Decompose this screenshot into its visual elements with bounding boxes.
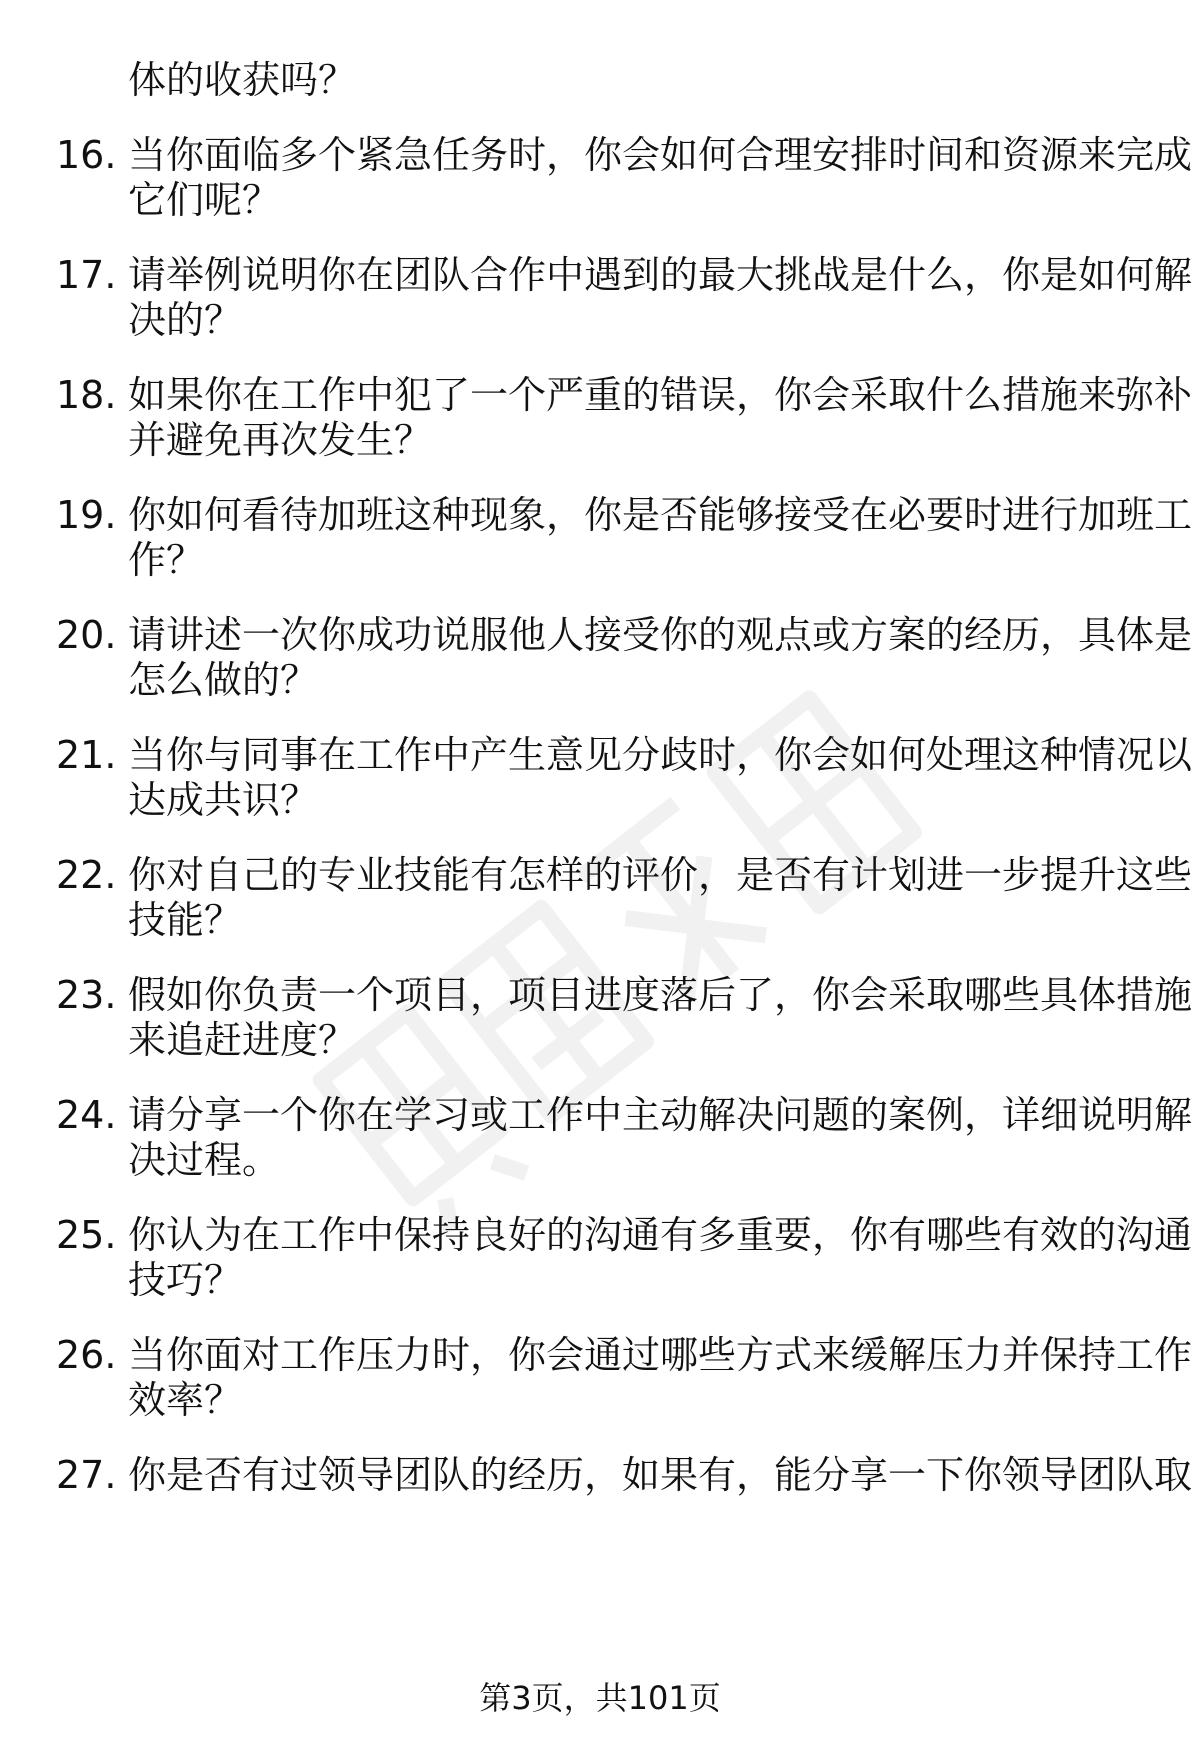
question-20-continued <box>0 658 1200 702</box>
question-17-continued <box>0 298 1200 342</box>
question-number: 20. <box>56 613 117 657</box>
question-21 <box>0 733 1200 777</box>
question-text: 达成共识？ <box>128 778 319 822</box>
question-18 <box>0 373 1200 417</box>
question-number: 18. <box>56 373 117 417</box>
question-27 <box>0 1453 1200 1497</box>
question-26-continued <box>0 1378 1200 1422</box>
question-text: 请分享一个你在学习或工作中主动解决问题的案例，详细说明解 <box>128 1093 1193 1137</box>
question-text: 你对自己的专业技能有怎样的评价，是否有计划进一步提升这些 <box>128 853 1193 897</box>
question-text: 决的？ <box>128 298 243 342</box>
question-25 <box>0 1213 1200 1257</box>
question-number: 24. <box>56 1093 117 1137</box>
question-number: 27. <box>56 1453 117 1497</box>
question-text: 请举例说明你在团队合作中遇到的最大挑战是什么，你是如何解 <box>128 253 1193 297</box>
question-text: 技巧？ <box>128 1258 243 1302</box>
question-19-continued <box>0 538 1200 582</box>
question-24-continued <box>0 1138 1200 1182</box>
question-16-continued <box>0 178 1200 222</box>
question-number: 22. <box>56 853 117 897</box>
continuation-line <box>0 58 1200 102</box>
question-text: 当你面临多个紧急任务时，你会如何合理安排时间和资源来完成 <box>128 133 1193 177</box>
question-text: 来追赶进度？ <box>128 1018 357 1062</box>
question-24 <box>0 1093 1200 1137</box>
question-text: 作？ <box>128 538 205 582</box>
question-number: 21. <box>56 733 117 777</box>
question-number: 25. <box>56 1213 117 1257</box>
question-21-continued <box>0 778 1200 822</box>
question-23 <box>0 973 1200 1017</box>
question-text: 技能？ <box>128 898 243 942</box>
question-text: 你认为在工作中保持良好的沟通有多重要，你有哪些有效的沟通 <box>128 1213 1193 1257</box>
question-23-continued <box>0 1018 1200 1062</box>
question-25-continued <box>0 1258 1200 1302</box>
question-text: 如果你在工作中犯了一个严重的错误，你会采取什么措施来弥补 <box>128 373 1193 417</box>
question-16 <box>0 133 1200 177</box>
question-text: 当你面对工作压力时，你会通过哪些方式来缓解压力并保持工作 <box>128 1333 1193 1377</box>
question-18-continued <box>0 418 1200 462</box>
question-number: 16. <box>56 133 117 177</box>
question-number: 23. <box>56 973 117 1017</box>
question-text: 假如你负责一个项目，项目进度落后了，你会采取哪些具体措施 <box>128 973 1193 1017</box>
question-number: 26. <box>56 1333 117 1377</box>
question-text: 当你与同事在工作中产生意见分歧时，你会如何处理这种情况以 <box>128 733 1193 777</box>
question-text: 效率？ <box>128 1378 243 1422</box>
question-number: 19. <box>56 493 117 537</box>
question-26 <box>0 1333 1200 1377</box>
question-text: 决过程。 <box>128 1138 281 1182</box>
question-text: 并避免再次发生？ <box>128 418 433 462</box>
page-footer: 第3页，共101页 <box>479 1679 721 1717</box>
question-20 <box>0 613 1200 657</box>
question-text: 它们呢？ <box>128 178 281 222</box>
question-22-continued <box>0 898 1200 942</box>
question-text: 怎么做的？ <box>128 658 319 702</box>
question-22 <box>0 853 1200 897</box>
question-17 <box>0 253 1200 297</box>
question-text: 你如何看待加班这种现象，你是否能够接受在必要时进行加班工 <box>128 493 1193 537</box>
continuation-text: 体的收获吗？ <box>128 58 357 102</box>
question-text: 你是否有过领导团队的经历，如果有，能分享一下你领导团队取 <box>128 1453 1193 1497</box>
question-number: 17. <box>56 253 117 297</box>
question-text: 请讲述一次你成功说服他人接受你的观点或方案的经历，具体是 <box>128 613 1193 657</box>
question-19 <box>0 493 1200 537</box>
